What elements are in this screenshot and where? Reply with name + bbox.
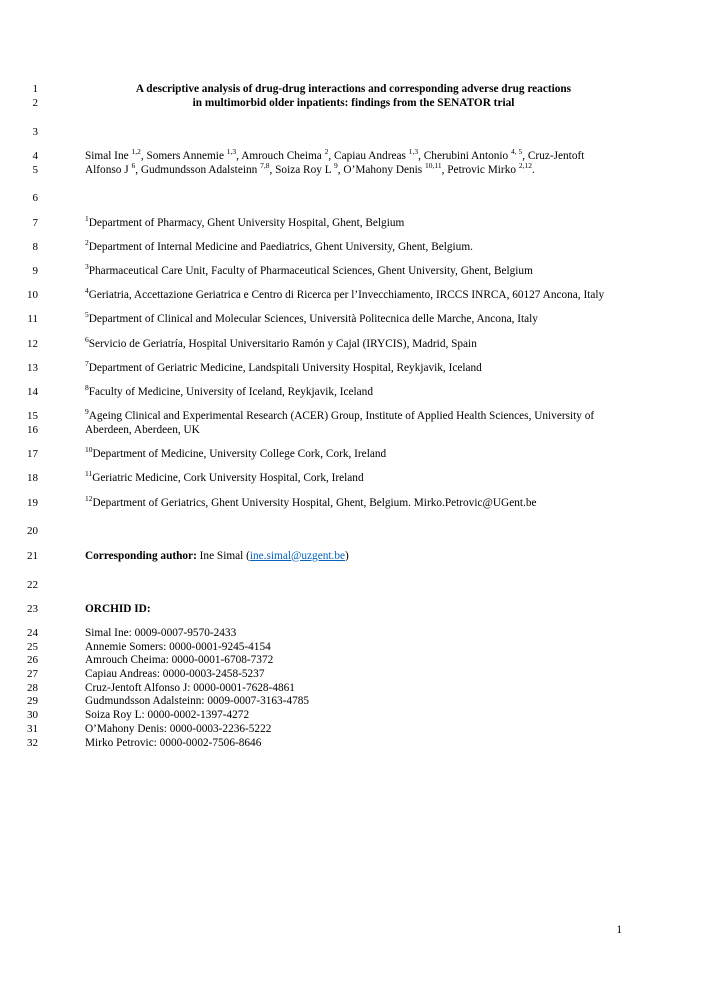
affiliation-1 xyxy=(85,213,622,231)
affiliation-text: Department of Clinical and Molecular Sciences, Università Politecnica delle Marche, Ancona, Italy xyxy=(88,313,538,326)
author-name: , Soiza Roy L xyxy=(269,163,335,176)
orcid-entry: O’Mahony Denis: 0000-0003-2236-5222 xyxy=(85,722,272,735)
blank-line xyxy=(85,574,622,588)
affiliation-superscript: 6 xyxy=(85,334,89,344)
affiliation-11 xyxy=(85,469,622,486)
line-row xyxy=(0,641,707,655)
line-row xyxy=(0,238,707,255)
line-row xyxy=(0,469,707,486)
blank-line xyxy=(85,121,622,135)
line-row xyxy=(0,737,707,751)
line-row xyxy=(0,574,707,592)
author-name: , Somers Annemie xyxy=(140,149,227,162)
affiliation-text: Geriatria, Accettazione Geriatrica e Centro di Ricerca per l’Invecchiamento, IRCCS INRCA, 60127 Ancona, Italy xyxy=(88,289,605,302)
affiliation-5 xyxy=(85,310,622,327)
affiliation-7 xyxy=(85,359,622,376)
line-number: 9 xyxy=(32,265,38,277)
line-number: 22 xyxy=(27,578,38,591)
author-affiliation-superscript: 1,3 xyxy=(408,147,419,157)
line-row xyxy=(0,213,707,231)
line-row xyxy=(0,383,707,400)
affiliation-text: Faculty of Medicine, University of Iceland, Reykjavik, Iceland xyxy=(88,386,373,399)
line-number: 24 xyxy=(27,626,38,639)
affiliation-4 xyxy=(85,286,622,303)
line-number: 31 xyxy=(27,722,38,735)
affiliation-9 xyxy=(85,407,622,424)
affiliation-3 xyxy=(85,262,622,279)
affiliation-text: Department of Geriatric Medicine, Landspitali University Hospital, Reykjavik, Iceland xyxy=(88,361,482,374)
line-row xyxy=(0,334,707,352)
line-row xyxy=(0,310,707,327)
line-number: 19 xyxy=(27,496,38,509)
author-name: , Cruz-Jentoft xyxy=(522,149,585,162)
affiliation-superscript: 4 xyxy=(85,286,89,296)
line-number: 25 xyxy=(27,640,38,653)
paper-title-line-2: in multimorbid older inpatients: findings from the SENATOR trial xyxy=(192,96,515,109)
line-number: 16 xyxy=(27,423,38,436)
line-row xyxy=(0,668,707,682)
author-affiliation-superscript: 4, 5 xyxy=(511,147,523,157)
line-number: 20 xyxy=(27,525,38,538)
line-row xyxy=(0,627,707,641)
corresponding-close-paren: ) xyxy=(344,549,349,562)
line-number: 11 xyxy=(27,313,38,326)
line-row xyxy=(0,709,707,723)
corresponding-author-label: Corresponding author: xyxy=(85,549,197,562)
line-row xyxy=(0,160,707,178)
corresponding-author-name: Ine Simal ( xyxy=(196,549,250,562)
author-name: , Gudmundsson Adalsteinn xyxy=(135,163,261,176)
affiliation-superscript: 8 xyxy=(85,383,89,393)
line-number: 6 xyxy=(32,192,38,205)
affiliation-2 xyxy=(85,238,622,255)
affiliation-superscript: 3 xyxy=(85,262,89,272)
paper-title-line-1: A descriptive analysis of drug-drug interactions and corresponding adverse drug reactions xyxy=(135,83,572,95)
line-number: 13 xyxy=(27,361,38,374)
affiliation-text: Department of Internal Medicine and Paediatrics, Ghent University, Ghent, Belgium. xyxy=(88,240,473,253)
orcid-entry: Cruz-Jentoft Alfonso J: 0000-0001-7628-4861 xyxy=(85,681,295,694)
line-number: 10 xyxy=(27,289,38,302)
author-name: , O’Mahony Denis xyxy=(337,163,426,176)
line-number: 26 xyxy=(27,654,38,667)
line-row xyxy=(0,550,707,564)
line-number: 8 xyxy=(32,240,38,253)
affiliation-superscript: 12 xyxy=(85,493,93,503)
line-number: 7 xyxy=(32,216,38,229)
line-number: 29 xyxy=(27,695,38,708)
line-row xyxy=(0,493,707,511)
affiliation-text: Geriatric Medicine, Cork University Hospital, Cork, Ireland xyxy=(92,472,364,485)
line-row xyxy=(0,723,707,737)
line-number: 27 xyxy=(27,668,38,681)
line-row xyxy=(0,603,707,617)
affiliation-10 xyxy=(85,445,622,462)
orcid-entry: Annemie Somers: 0000-0001-9245-4154 xyxy=(85,640,271,653)
author-name: Simal Ine xyxy=(85,149,132,162)
line-row xyxy=(0,445,707,462)
line-row xyxy=(0,188,707,206)
author-affiliation-superscript: 2 xyxy=(324,147,329,157)
line-number: 1 xyxy=(32,83,38,95)
author-affiliation-superscript: 1,3 xyxy=(226,147,237,157)
orcid-entry: Mirko Petrovic: 0000-0002-7506-8646 xyxy=(85,736,262,749)
page-number: 1 xyxy=(616,924,622,936)
line-number: 30 xyxy=(27,709,38,722)
affiliation-text: Department of Pharmacy, Ghent University Hospital, Ghent, Belgium xyxy=(88,216,405,229)
author-name: , Petrovic Mirko xyxy=(441,163,519,176)
orcid-heading-label: ORCHID ID: xyxy=(85,602,151,615)
orcid-entry: Soiza Roy L: 0000-0002-1397-4272 xyxy=(85,709,250,722)
line-number: 23 xyxy=(27,602,38,615)
author-name: Alfonso J xyxy=(85,163,132,176)
affiliation-6 xyxy=(85,334,622,352)
orcid-entry: Gudmundsson Adalsteinn: 0009-0007-3163-4785 xyxy=(85,695,310,708)
line-number: 32 xyxy=(27,736,38,749)
line-number: 21 xyxy=(27,549,38,562)
line-row xyxy=(0,83,707,97)
line-number: 4 xyxy=(32,149,38,162)
authors-line-2 xyxy=(85,160,622,178)
line-row xyxy=(0,97,707,111)
line-number: 28 xyxy=(27,681,38,694)
line-number: 15 xyxy=(27,410,38,423)
line-row xyxy=(0,654,707,668)
corresponding-author-line xyxy=(85,550,622,564)
line-number: 14 xyxy=(27,386,38,399)
affiliation-superscript: 2 xyxy=(85,238,89,248)
line-row xyxy=(0,521,707,539)
affiliation-text: Department of Geriatrics, Ghent University Hospital, Ghent, Belgium. Mirko.Petrovic@UGent.be xyxy=(92,496,537,509)
line-number: 12 xyxy=(27,337,38,350)
blank-line xyxy=(85,521,622,535)
author-name: , Capiau Andreas xyxy=(328,149,409,162)
line-row xyxy=(0,286,707,303)
affiliation-text: Department of Medicine, University College Cork, Cork, Ireland xyxy=(92,448,387,461)
line-row xyxy=(0,424,707,438)
author-affiliation-superscript: 7,8 xyxy=(260,160,270,170)
line-row xyxy=(0,121,707,139)
line-row xyxy=(0,147,707,164)
affiliation-superscript: 5 xyxy=(85,310,89,320)
affiliation-superscript: 11 xyxy=(85,469,93,479)
authors-period: . xyxy=(531,163,535,176)
orcid-entry: Capiau Andreas: 0000-0003-2458-5237 xyxy=(85,668,265,681)
affiliation-text: Aberdeen, Aberdeen, UK xyxy=(85,423,200,436)
orcid-entry: Simal Ine: 0009-0007-9570-2433 xyxy=(85,626,237,639)
line-row xyxy=(0,682,707,696)
affiliation-text: Servicio de Geriatría, Hospital Universitario Ramón y Cajal (IRYCIS), Madrid, Spain xyxy=(88,337,477,350)
orcid-heading xyxy=(85,603,622,617)
affiliation-text: Pharmaceutical Care Unit, Faculty of Pharmaceutical Sciences, Ghent University, Ghent, Belgium xyxy=(88,265,533,277)
affiliation-8 xyxy=(85,383,622,400)
line-number: 17 xyxy=(27,448,38,461)
line-number: 5 xyxy=(32,163,38,176)
authors-line-1 xyxy=(85,147,622,164)
affiliation-superscript: 10 xyxy=(85,445,93,455)
author-affiliation-superscript: 10,11 xyxy=(425,160,442,170)
author-name: , Amrouch Cheima xyxy=(236,149,325,162)
affiliation-superscript: 9 xyxy=(85,407,89,417)
author-affiliation-superscript: 2,12 xyxy=(518,160,532,170)
affiliation-superscript: 7 xyxy=(85,359,89,369)
affiliation-12 xyxy=(85,493,622,511)
affiliation-superscript: 1 xyxy=(85,213,89,223)
line-number: 2 xyxy=(32,96,38,109)
author-affiliation-superscript: 9 xyxy=(334,160,338,170)
author-name: , Cherubini Antonio xyxy=(418,149,511,162)
affiliation-text: Ageing Clinical and Experimental Research (ACER) Group, Institute of Applied Health Sciences, University of xyxy=(88,410,595,423)
line-row xyxy=(0,407,707,424)
line-number: 18 xyxy=(27,472,38,485)
line-row xyxy=(0,695,707,709)
line-row xyxy=(0,262,707,279)
orcid-entry: Amrouch Cheima: 0000-0001-6708-7372 xyxy=(85,654,274,667)
corresponding-email-link[interactable]: ine.simal@uzgent.be xyxy=(249,549,345,562)
affiliation-9-continued xyxy=(85,424,622,438)
blank-line xyxy=(85,188,622,202)
manuscript-page xyxy=(0,83,707,750)
author-affiliation-superscript: 6 xyxy=(131,160,136,170)
line-row xyxy=(0,359,707,376)
line-number: 3 xyxy=(32,125,38,138)
author-affiliation-superscript: 1,2 xyxy=(131,147,141,157)
